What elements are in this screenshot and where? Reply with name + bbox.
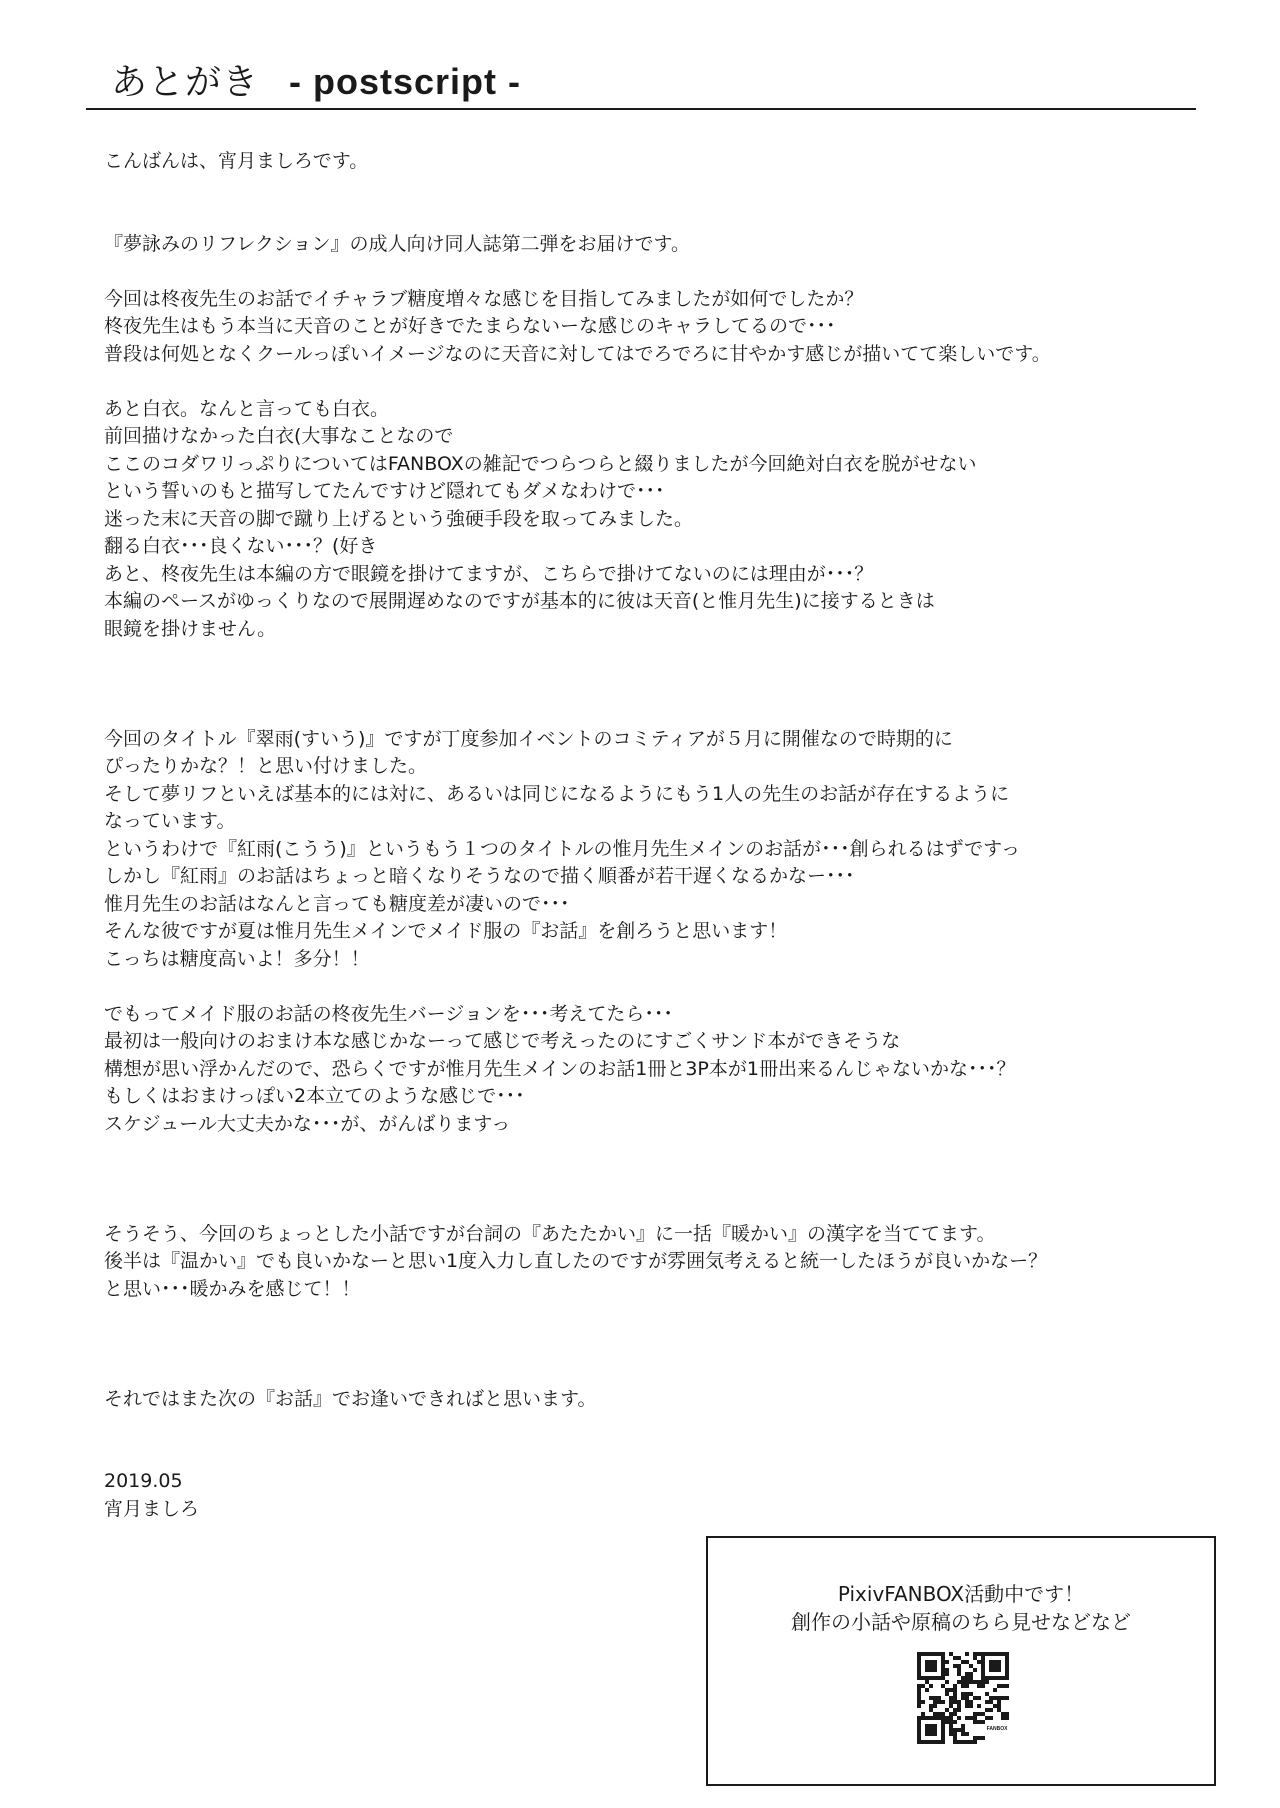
blank-line bbox=[104, 1193, 1224, 1221]
text-line: もしくはおまけっぽい2本立てのような感じで･･･ bbox=[104, 1085, 525, 1107]
text-line: それではまた次の『お話』でお逢いできればと思います。 bbox=[104, 1387, 597, 1410]
blank-line bbox=[104, 671, 1224, 699]
text-line: 構想が思い浮かんだので、恐らくですが惟月先生メインのお話1冊と3P本が1冊出来るんじゃないかな･･･？ bbox=[104, 1057, 1016, 1080]
blank-line bbox=[104, 1413, 1224, 1441]
text-line: あと、柊夜先生は本編の方で眼鏡を掛けてますが、こちらで掛けてないのには理由が･･･？ bbox=[104, 562, 874, 585]
blank-line bbox=[104, 643, 1224, 671]
blank-line bbox=[104, 1166, 1224, 1194]
blank-line bbox=[104, 1331, 1224, 1359]
text-line: 今回のタイトル『翠雨(すいう)』ですが丁度参加イベントのコミティアが５月に開催なので時期的に bbox=[104, 727, 953, 750]
text-line: そんな彼ですが夏は惟月先生メインでメイド服の『お話』を創ろうと思います！ bbox=[104, 920, 788, 942]
text-line: そして夢リフといえば基本的には対に、あるいは同じになるようにもう1人の先生のお話が存在するように bbox=[104, 782, 1010, 805]
text-line: なっています。 bbox=[104, 810, 236, 832]
text-line: 本編のペースがゆっくりなので展開遅めなのですが基本的に彼は天音(と惟月先生)に接するときは bbox=[104, 590, 935, 612]
text-line: というわけで『紅雨(こうう)』というもう１つのタイトルの惟月先生メインのお話が･･･創られるはずですっ bbox=[104, 837, 1020, 860]
blank-line bbox=[104, 258, 1224, 286]
text-line: 後半は『温かい』でも良いかなーと思い1度入力し直したのですが雰囲気考えると統一したほうが良いかなー？ bbox=[104, 1250, 1048, 1272]
blank-line bbox=[104, 1358, 1224, 1386]
text-line: 翻る白衣･･･良くない･･･？(好き bbox=[104, 535, 378, 557]
blank-line bbox=[104, 1138, 1224, 1166]
text-line: そうそう、今回のちょっとした小話ですが台詞の『あたたかい』に一括『暖かい』の漢字を当ててます。 bbox=[104, 1222, 996, 1245]
blank-line bbox=[104, 698, 1224, 726]
text-line: 『夢詠みのリフレクション』の成人向け同人誌第二弾をお届けです。 bbox=[104, 232, 690, 255]
title-japanese: あとがき bbox=[111, 62, 260, 103]
blank-line bbox=[104, 368, 1224, 396]
text-line: でもってメイド服のお話の柊夜先生バージョンを･･･考えてたら･･･ bbox=[104, 1002, 673, 1025]
postscript-body bbox=[104, 148, 1224, 1523]
blank-line bbox=[104, 1441, 1224, 1469]
text-line: あと白衣。なんと言っても白衣。 bbox=[104, 397, 390, 420]
text-line: 最初は一般向けのおまけ本な感じかなーって感じで考えったのにすごくサンド本ができそうな bbox=[104, 1030, 901, 1052]
text-line: こっちは糖度高いよ！多分！！ bbox=[104, 947, 370, 970]
text-line: と思い･･･暖かみを感じて！！ bbox=[104, 1277, 361, 1300]
blank-line bbox=[104, 1303, 1224, 1331]
text-line: 2019.05 bbox=[104, 1470, 183, 1492]
text-line: 迷った末に天音の脚で蹴り上げるという強硬手段を取ってみました。 bbox=[104, 507, 694, 530]
blank-line bbox=[104, 973, 1224, 1001]
title-english: - postscript - bbox=[289, 61, 522, 102]
blank-line bbox=[104, 203, 1224, 231]
text-line: しかし『紅雨』のお話はちょっと暗くなりそうなので描く順番が若干遅くなるかなー･･･ bbox=[104, 865, 855, 887]
text-line: スケジュール大丈夫かな･･･が、がんばりますっ bbox=[104, 1112, 511, 1135]
text-line: という誓いのもと描写してたんですけど隠れてもダメなわけで･･･ bbox=[104, 480, 665, 502]
text-line: 眼鏡を掛けません。 bbox=[104, 617, 277, 640]
page-title bbox=[111, 60, 521, 105]
text-line: 前回描けなかった白衣(大事なことなので bbox=[104, 425, 454, 447]
text-line: ぴったりかな？！と思い付けました。 bbox=[104, 755, 428, 777]
qr-code-icon bbox=[917, 1652, 1009, 1744]
fanbox-promo-box bbox=[706, 1536, 1216, 1786]
fanbox-mark: FANBOX bbox=[986, 1726, 1008, 1732]
text-line: こんばんは、宵月ましろです。 bbox=[104, 150, 369, 172]
text-line: 柊夜先生はもう本当に天音のことが好きでたまらないーな感じのキャラしてるので･･･ bbox=[104, 315, 836, 337]
text-line: 普段は何処となくクールっぽいイメージなのに天音に対してはでろでろに甘やかす感じが描いてて楽しいです。 bbox=[104, 342, 1051, 365]
blank-line bbox=[104, 176, 1224, 204]
promo-line-2: 創作の小話や原稿のちら見せなどなど bbox=[791, 1610, 1131, 1634]
page-header bbox=[86, 60, 1196, 110]
text-line: 今回は柊夜先生のお話でイチャラブ糖度増々な感じを目指してみましたが如何でしたか？ bbox=[104, 287, 864, 310]
text-line: ここのコダワリっぷりについてはFANBOXの雑記でつらつらと綴りましたが今回絶対白衣を脱がせない bbox=[104, 452, 977, 475]
title-underline bbox=[86, 108, 1196, 110]
text-line: 宵月ましろ bbox=[104, 1497, 200, 1520]
promo-line-1: PixivFANBOX活動中です！ bbox=[837, 1582, 1085, 1606]
text-line: 惟月先生のお話はなんと言っても糖度差が凄いので･･･ bbox=[104, 892, 570, 915]
